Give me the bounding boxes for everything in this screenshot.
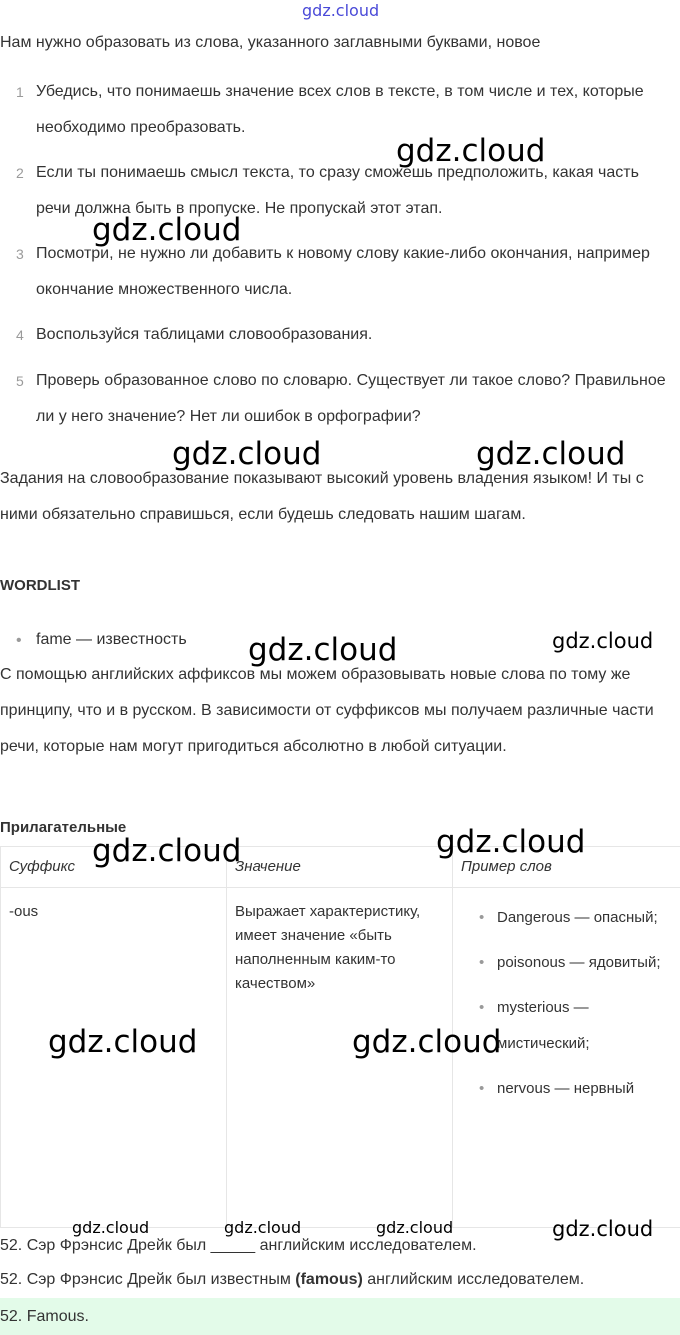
step-number: 2 <box>16 165 24 181</box>
intro-text: Нам нужно образовать из слова, указанного заглавными буквами, новое <box>0 34 541 51</box>
meaning-cell: Выражает характеристику, имеет значение «быть наполненным каким-то качеством» <box>227 888 453 1228</box>
table-header: Пример слов <box>453 847 680 888</box>
answer-text: 52. Famous. <box>0 1308 89 1325</box>
watermark: gdz.cloud <box>92 212 242 248</box>
watermark: gdz.cloud <box>172 436 322 472</box>
example-item: • nervous — нервный <box>471 1071 680 1107</box>
watermark: gdz.cloud <box>72 1218 150 1237</box>
step-number: 5 <box>16 373 24 389</box>
step-text: Посмотри, не нужно ли добавить к новому слову какие-либо окончания, например окончание множественного числа. <box>36 245 650 298</box>
answer-block <box>0 1298 680 1335</box>
watermark: gdz.cloud <box>92 833 242 869</box>
watermark: gdz.cloud <box>48 1024 198 1060</box>
wordlist-item: fame — известность <box>36 631 187 648</box>
step-text: Если ты понимаешь смысл текста, то сразу сможешь предположить, какая часть речи должна быть в пропуске. Не пропускай этот этап. <box>36 164 639 217</box>
watermark: gdz.cloud <box>436 824 586 860</box>
solution-before: 52. Сэр Фрэнсис Дрейк был известным <box>0 1271 296 1288</box>
watermark: gdz.cloud <box>352 1024 502 1060</box>
solution-after: английским исследователем. <box>362 1271 585 1288</box>
watermark: gdz.cloud <box>552 629 654 653</box>
suffix-cell: -ous <box>1 888 227 1228</box>
watermark-top: gdz.cloud <box>302 1 380 20</box>
step-number: 1 <box>16 84 24 100</box>
watermark: gdz.cloud <box>248 632 398 668</box>
table-heading: Прилагательные <box>0 819 127 836</box>
example-item: • Dangerous — опасный; <box>471 900 680 936</box>
solution-text <box>0 1262 680 1298</box>
watermark: gdz.cloud <box>476 436 626 472</box>
step-number: 4 <box>16 327 24 343</box>
watermark: gdz.cloud <box>552 1217 654 1241</box>
outro-text: Задания на словообразование показывают высокий уровень владения языком! И ты с ними обязательно справишься, если будешь следовать нашим шагам. <box>0 470 644 523</box>
solution-bold: (famous) <box>295 1271 363 1288</box>
step-number: 3 <box>16 246 24 262</box>
step-text: Убедись, что понимаешь значение всех слов в тексте, в том числе и тех, которые необходимо преобразовать. <box>36 83 644 136</box>
bullet-dot: • <box>16 632 22 649</box>
example-item: • poisonous — ядовитый; <box>471 945 680 981</box>
step-text: Проверь образованное слово по словарю. Существует ли такое слово? Правильное ли у него значение? Нет ли ошибок в орфографии? <box>36 372 666 425</box>
table-header: Суффикс <box>1 847 227 888</box>
wordlist-heading: WORDLIST <box>0 577 80 594</box>
step-text: Воспользуйся таблицами словообразования. <box>36 326 373 343</box>
watermark: gdz.cloud <box>376 1218 454 1237</box>
affix-text: С помощью английских аффиксов мы можем образовывать новые слова по тому же принципу, что и в русском. В зависимости от суффиксов мы получаем различные части речи, которые нам могут пригодиться абсолютно в любой ситуации. <box>0 666 654 755</box>
table-header: Значение <box>227 847 453 888</box>
examples-list <box>453 888 680 1107</box>
watermark: gdz.cloud <box>224 1218 302 1237</box>
watermark: gdz.cloud <box>396 133 546 169</box>
task-text: 52. Сэр Фрэнсис Дрейк был _____ английским исследователем. <box>0 1237 477 1254</box>
example-item: • mysterious — мистический; <box>471 990 680 1062</box>
